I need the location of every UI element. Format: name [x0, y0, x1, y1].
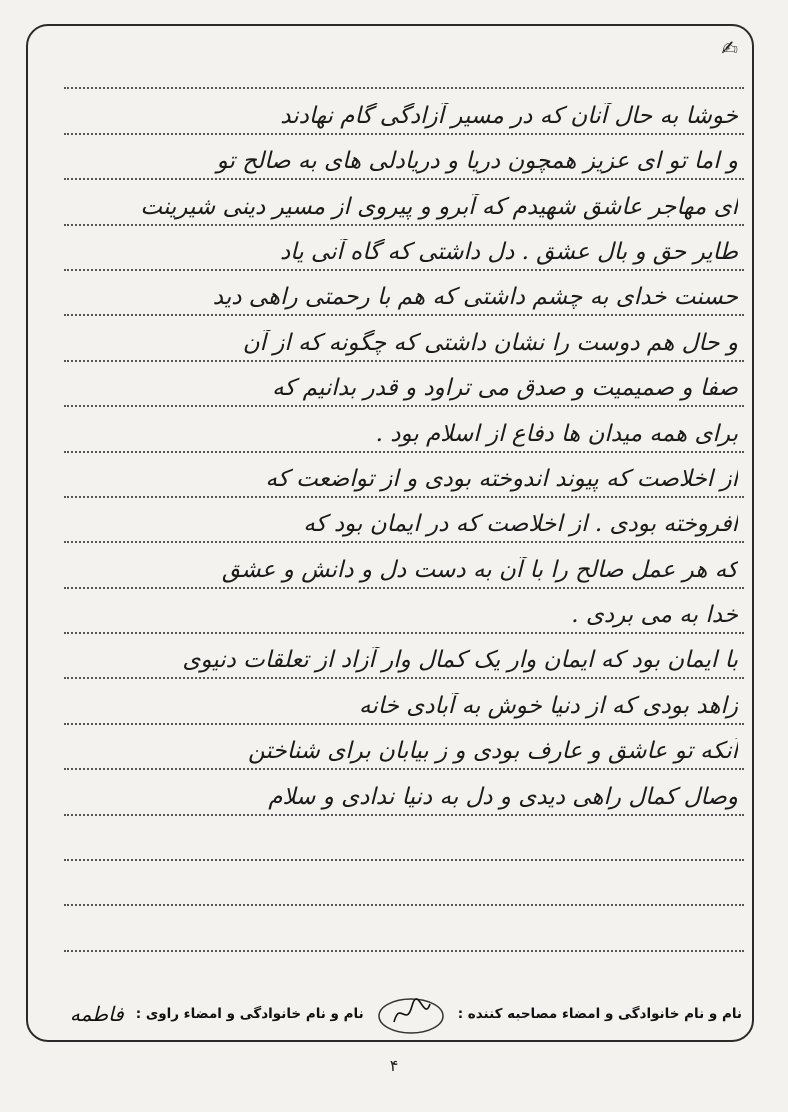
- handwritten-line: خدا به می بردی .: [571, 602, 738, 629]
- document-frame: [26, 24, 754, 1042]
- ruled-line: [64, 89, 744, 134]
- handwritten-line: زاهد بودی که از دنیا خوش به آبادی خانه: [359, 692, 738, 719]
- ruled-line: [64, 725, 744, 770]
- handwritten-line: خوشا به حال آنان که در مسیر آزادگی گام نهادند: [280, 102, 738, 129]
- ruled-line: [64, 634, 744, 679]
- ruled-line: [64, 861, 744, 906]
- handwritten-line: صفا و صمیمیت و صدق می تراود و قدر بدانیم که: [272, 375, 738, 402]
- handwritten-line: ای مهاجر عاشق شهیدم که آبرو و پیروی از مسیر دینی شیرینت: [140, 193, 738, 220]
- ruled-line: [64, 770, 744, 815]
- ruled-line: [64, 453, 744, 498]
- handwritten-line: حسنت خدای به چشم داشتی که هم با رحمتی راهی دید: [212, 284, 738, 311]
- interviewer-label: نام و نام خانوادگی و امضاء مصاحبه کننده :: [457, 1006, 742, 1022]
- ruled-line: [64, 816, 744, 861]
- narrator-label: نام و نام خانوادگی و امضاء راوی :: [135, 1006, 364, 1022]
- ruled-line: [64, 226, 744, 271]
- handwritten-line: با ایمان بود که ایمان وار یک کمال وار آزاد از تعلقات دنیوی: [182, 647, 738, 674]
- handwritten-line: آنکه تو عاشق و عارف بودی و ز بیابان برای شناختن: [248, 738, 738, 765]
- ruled-line: [64, 498, 744, 543]
- ruled-lines: [64, 44, 744, 952]
- handwritten-line: از اخلاصت که پیوند اندوخته بودی و از تواضعت که: [265, 465, 738, 492]
- narrator-signature: فاطمه: [69, 1002, 124, 1026]
- handwritten-line: افروخته بودی . از اخلاصت که در ایمان بود که: [303, 511, 738, 538]
- page-number: ۴: [389, 1056, 399, 1075]
- pen-nib-icon: ✍: [721, 36, 738, 60]
- handwritten-line: که هر عمل صالح را با آن به دست دل و دانش و عشق: [222, 556, 738, 583]
- interviewer-signature: [376, 992, 446, 1036]
- ruled-line: [64, 906, 744, 951]
- ruled-line: [64, 316, 744, 361]
- ruled-line: [64, 589, 744, 634]
- ruled-line: [64, 407, 744, 452]
- handwritten-line: برای همه میدان ها دفاع از اسلام بود .: [375, 420, 738, 447]
- handwritten-line: وصال کمال راهی دیدی و دل به دنیا ندادی و سلام: [268, 783, 738, 810]
- ruled-line: [64, 543, 744, 588]
- signature-footer: [28, 984, 752, 1044]
- ruled-line: [64, 44, 744, 89]
- ruled-line: [64, 180, 744, 225]
- handwritten-line: و حال هم دوست را نشان داشتی که چگونه که از آن: [242, 329, 738, 356]
- ruled-line: [64, 362, 744, 407]
- handwritten-line: و اما تو ای عزیز همچون دریا و دریادلی های به صالح تو: [216, 148, 738, 175]
- ruled-line: [64, 271, 744, 316]
- ruled-line: [64, 679, 744, 724]
- handwritten-line: طایر حق و بال عشق . دل داشتی که گاه آنی یاد: [279, 238, 738, 265]
- ruled-line: [64, 135, 744, 180]
